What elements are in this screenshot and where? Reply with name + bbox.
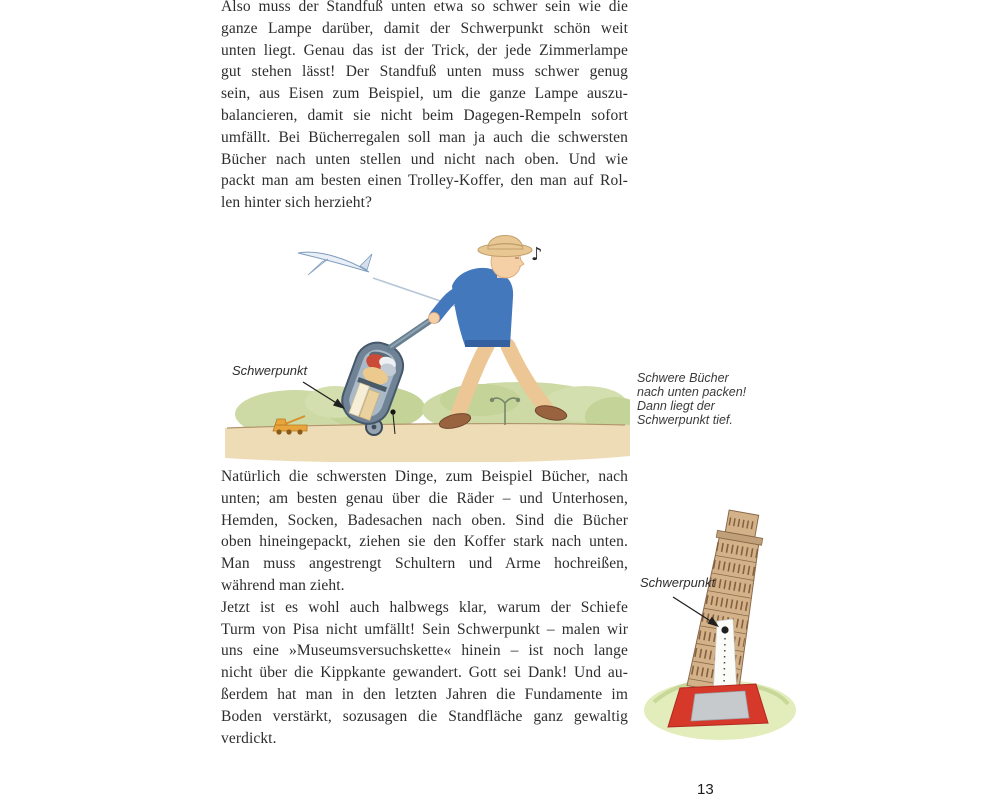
caption-line: Schwere Bücher — [637, 371, 729, 385]
figure-caption — [637, 371, 746, 427]
caption-line: Dann liegt der — [637, 399, 715, 413]
pisa-tower-illustration — [640, 482, 798, 754]
plumb-line-strip — [713, 619, 737, 696]
text-line: oben hineingepackt, ziehen sie den Koffer stark nach unten. — [221, 533, 628, 551]
man-sweater — [452, 268, 513, 346]
hat-icon — [478, 235, 532, 256]
music-note-icon: ♪ — [531, 244, 543, 265]
body-text-paragraph-1 — [221, 0, 628, 214]
text-line: Jetzt ist es wohl auch halbwegs klar, warum der Schiefe — [221, 598, 628, 616]
text-line: Also muss der Standfuß unten etwa so schwer sein wie die — [221, 0, 628, 15]
airplane-icon — [298, 252, 461, 308]
schwerpunkt-label-pisa: Schwerpunkt — [640, 575, 716, 590]
text-line: sein, aus Eisen zum Beispiel, um die ganze Lampe auszu- — [221, 85, 628, 103]
text-line: verdickt. — [221, 729, 277, 747]
text-line: Man muss angestrengt Schultern und Arme hochreißen, — [221, 555, 628, 573]
text-line: während man zieht. — [221, 576, 345, 594]
center-of-gravity-dot — [721, 626, 728, 633]
trolley-illustration — [225, 222, 630, 462]
caption-line: nach unten packen! — [637, 385, 747, 399]
text-line: Bücher nach unten stellen und nicht nach oben. Und wie — [221, 150, 628, 168]
text-line: Hemden, Socken, Badesachen nach oben. Sind die Bücher — [221, 511, 628, 529]
text-line: len hinter sich herzieht? — [221, 194, 372, 212]
text-line: Boden verstärkt, sozusagen die Standfläche ganz gewaltig — [221, 707, 628, 725]
page-number: 13 — [697, 781, 714, 798]
text-line: packt man am besten einen Trolley-Koffer, den man auf Rol- — [221, 172, 628, 190]
man-hand — [429, 313, 440, 324]
text-line: ganze Lampe darüber, damit der Schwerpunkt schön weit — [221, 19, 628, 37]
text-line: uns eine »Museumsversuchskette« hinein – ist noch lange — [221, 642, 628, 660]
text-line: unten; am besten genau über die Räder – und Unterhosen, — [221, 489, 628, 507]
center-of-gravity-dot — [390, 409, 395, 414]
text-line: balancieren, damit sie nicht beim Dagegen-Rempeln sofort — [221, 106, 628, 124]
tower-base — [668, 684, 768, 727]
schwerpunkt-label-trolley: Schwerpunkt — [232, 363, 308, 378]
text-line: unten liegt. Genau das ist der Trick, der jede Zimmerlampe — [221, 41, 628, 59]
text-line: umfällt. Bei Bücherregalen soll man ja auch die schwersten — [221, 128, 628, 146]
text-line: ßerdem hat man in den letzten Jahren die Fundamente im — [221, 685, 628, 703]
text-line: nicht über die Kippkante gewandert. Gott sei Dank! Und au- — [221, 664, 628, 682]
caption-line: Schwerpunkt tief. — [637, 413, 733, 427]
body-text-paragraphs-2-3 — [221, 466, 628, 749]
text-line: Turm von Pisa nicht umfällt! Sein Schwerpunkt – malen wir — [221, 620, 628, 638]
text-line: gut stehen lässt! Der Standfuß unten muss schwer genug — [221, 63, 628, 81]
text-line: Natürlich die schwersten Dinge, zum Beispiel Bücher, nach — [221, 468, 628, 485]
